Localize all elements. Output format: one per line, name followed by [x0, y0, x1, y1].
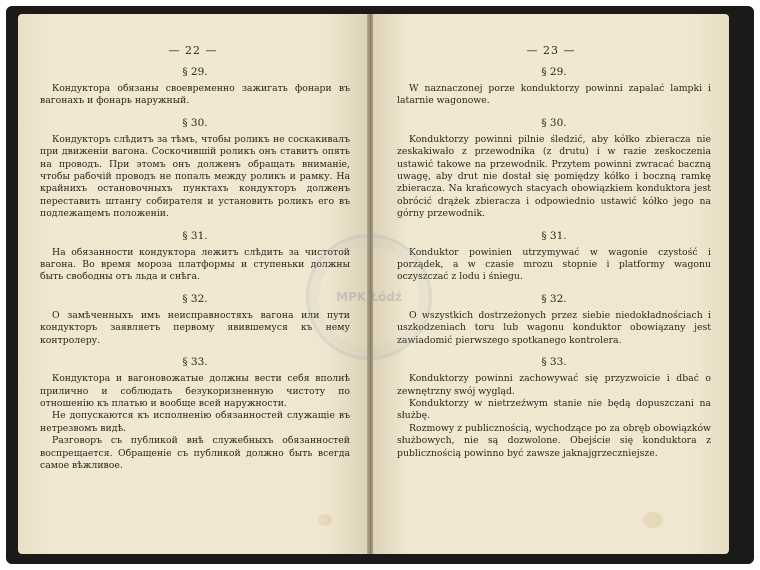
section-title: § 29. [182, 66, 208, 78]
section-title: § 32. [541, 292, 567, 305]
paragraph: Konduktorzy w nietrzeźwym stanie nie będą dopuszczani na służbę. [397, 397, 711, 422]
paragraph: О замѣченныхъ имъ неисправностяхъ вагона или пути кондукторъ заявляетъ первому явившемуся къ нему контролеру. [40, 309, 350, 346]
paragraph: Разговоръ съ публикой внѣ служебныхъ обязанностей воспрещается. Обращеніе съ публикой должно быть всегда самое вѣжливое. [40, 435, 350, 471]
page-content [18, 66, 368, 472]
paragraph: Кондуктора обязаны своевременно зажигать фонари въ вагонахъ и фонарь наружный. [40, 83, 350, 107]
paragraph: Konduktorzy powinni zachowywać się przyzwoicie i dbać o zewnętrzny swój wygląd. [397, 373, 711, 397]
paper-stain [643, 512, 663, 528]
left-page [18, 14, 368, 554]
section-title: § 31. [541, 229, 567, 242]
watermark-text: MPK Łódź [336, 290, 402, 304]
paragraph: Rozmowy z publicznością, wychodzące po za obręb obowiązków służbowych, nie są dozwolone. Obejście się konduktora z publicznością powinno być zawsze jaknajgrzeczniejsze. [397, 422, 711, 459]
paragraph: Кондукторъ слѣдитъ за тѣмъ, чтобы роликъ не соскакивалъ при движеніи вагона. Соскочившій роликъ онъ ставитъ опять на проводъ. При этомъ онъ долженъ обращать вниманіе, чтобы рабочій проводъ не попалъ между роликъ и рамку. На крайнихъ остановочныхъ пунктахъ кондукторъ долженъ переставить штангу собирателя и установить роликъ его въ подлежащемъ положеніи. [40, 133, 350, 220]
page-number: — 22 — [168, 44, 218, 57]
paragraph: Konduktorzy powinni pilnie śledzić, aby kółko zbieracza nie zeskakiwało z przewodnika (z drutu) i w razie zeskoczenia ustawić takowe na przewodnik. Przytem powinni zwracać baczną uwagę, aby drut nie dostał się pomiędzy kółko i boczną ramkę zbieracza. Na krańcowych stacyach obowiązkiem konduktora jest obrócić drążek zbieracza i odpowiednio ustawić kółko jego na górny przewodnik. [397, 133, 711, 220]
section-title: § 30. [182, 116, 208, 129]
page-number: — 23 — [526, 44, 576, 57]
open-book [6, 6, 754, 564]
paper-stain [318, 514, 332, 526]
page-content [373, 66, 729, 460]
section-title: § 29. [541, 66, 567, 78]
section-title: § 31. [182, 229, 208, 242]
section-title: § 32. [182, 292, 208, 305]
paragraph: Konduktor powinien utrzymywać w wagonie czystość i porządek, a w czasie mrozu stopnie i platformy wagonu oczyszczać z lodu i śniegu. [397, 246, 711, 283]
paragraph: Не допускаются къ исполненію обязанностей служащіе въ нетрезвомъ видѣ. [40, 410, 350, 434]
paragraph: На обязанности кондуктора лежитъ слѣдить за чистотой вагона. Во время мороза платформы и ступеньки должны быть свободны отъ льда и снѣга. [40, 246, 350, 283]
section-title: § 33. [182, 356, 208, 369]
paragraph: O wszystkich dostrzeżonych przez siebie niedokładnościach i uszkodzeniach toru lub wagonu konduktor obowiązany jest zawiadomić pierwszego spotkanego kontrolera. [397, 309, 711, 346]
paragraph: Кондуктора и вагоновожатые должны вести себя вполнѣ прилично и соблюдать безукоризненную чистоту по отношенію къ платью и вообще всей наружности. [40, 373, 350, 409]
section-title: § 30. [541, 116, 567, 129]
right-page [373, 14, 729, 554]
section-title: § 33. [541, 356, 567, 369]
paragraph: W naznaczonej porze konduktorzy powinni zapalać lampki i latarnie wagonowe. [397, 83, 711, 107]
